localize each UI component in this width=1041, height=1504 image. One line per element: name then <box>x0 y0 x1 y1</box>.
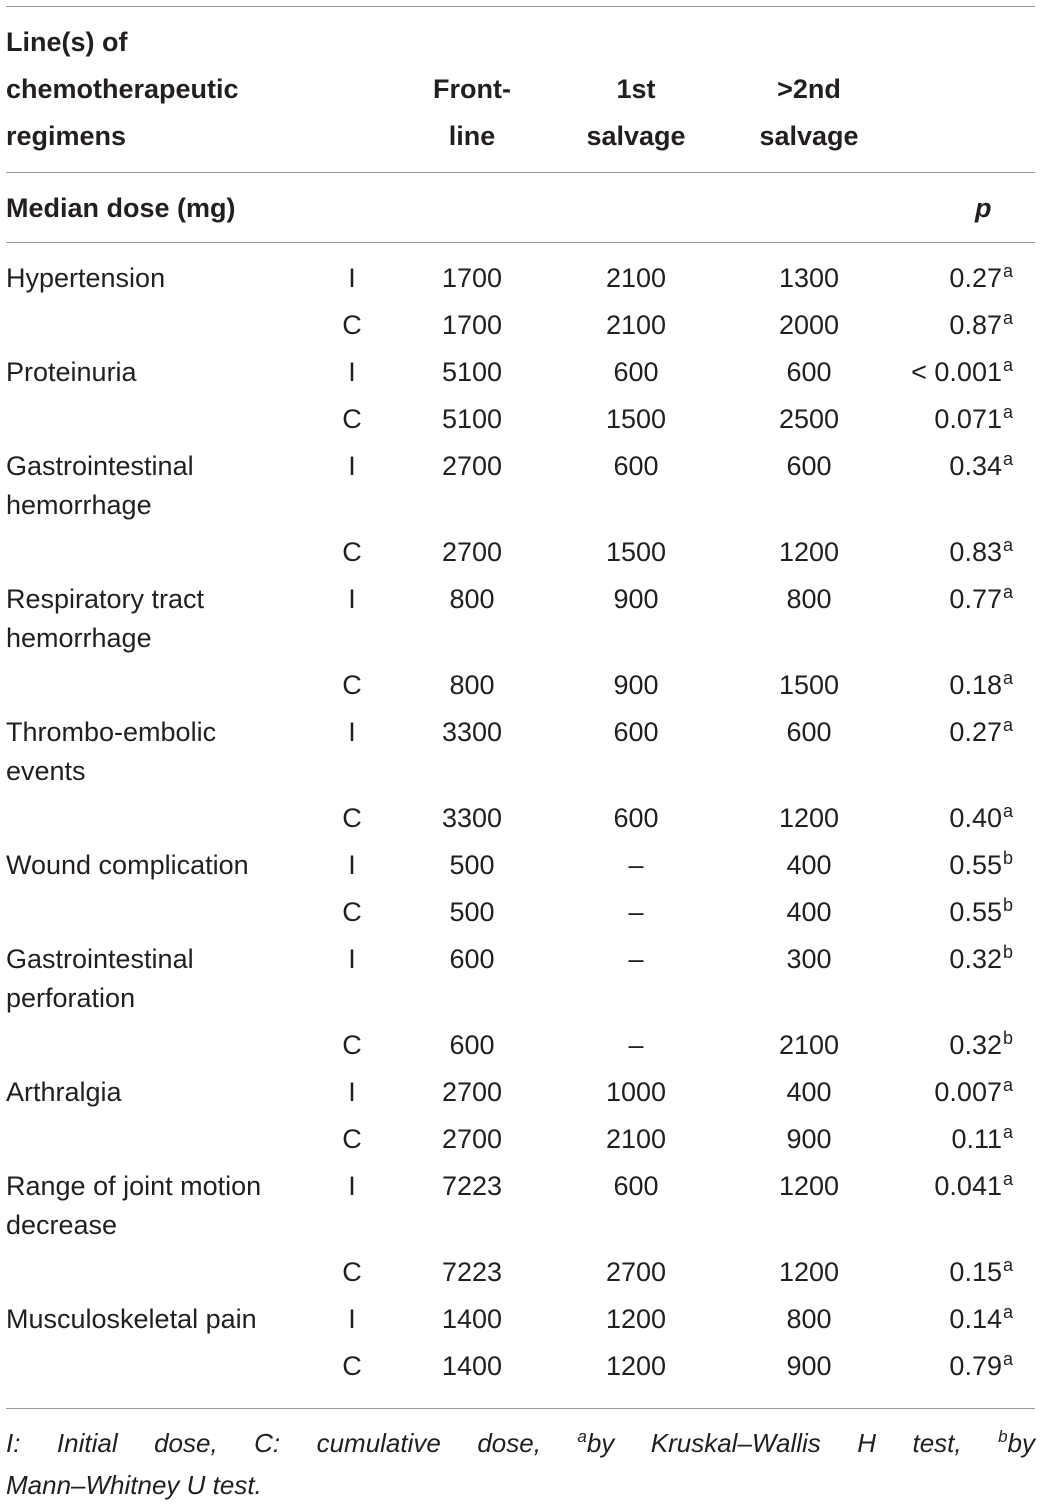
p-value <box>949 582 1013 614</box>
subheader-p-label: p <box>975 193 992 223</box>
first-salvage-value: 2700 <box>605 1257 667 1287</box>
dose-type: C <box>342 310 362 340</box>
p-value-test-marker: a <box>1002 1169 1013 1189</box>
p-value <box>934 402 1013 434</box>
p-value <box>949 848 1013 880</box>
p-value <box>949 449 1013 481</box>
p-value <box>949 1028 1013 1060</box>
p-value-number: 0.83 <box>949 537 1002 567</box>
second-salvage-value: 800 <box>786 1304 832 1334</box>
header-2nd-salvage-1: >2nd <box>777 74 841 104</box>
first-salvage-value: 600 <box>613 1171 659 1201</box>
p-value-test-marker: a <box>1002 308 1013 328</box>
p-value-number: 0.18 <box>949 670 1002 700</box>
p-value <box>949 895 1013 927</box>
p-value-number: 0.40 <box>949 803 1002 833</box>
subheader-rule <box>6 242 1035 243</box>
header-front-line-2: line <box>448 121 496 151</box>
first-salvage-value: 1200 <box>605 1351 667 1381</box>
p-value-number: 0.32 <box>949 944 1002 974</box>
second-salvage-value: 600 <box>786 451 832 481</box>
footnote-word: by <box>1007 1428 1035 1458</box>
p-value-number: 0.007 <box>934 1077 1002 1107</box>
dose-type: I <box>348 850 356 880</box>
second-salvage-value: 2500 <box>778 404 840 434</box>
p-value <box>949 1349 1013 1381</box>
front-line-value: 500 <box>449 897 495 927</box>
dose-type: C <box>342 1030 362 1060</box>
p-value-test-marker: b <box>1002 895 1013 915</box>
second-salvage-value: 2000 <box>778 310 840 340</box>
row-label: Thrombo-embolic <box>6 717 217 747</box>
dose-type: C <box>342 1257 362 1287</box>
dose-type: I <box>348 717 356 747</box>
front-line-value: 600 <box>449 1030 495 1060</box>
p-value-test-marker: a <box>1002 1075 1013 1095</box>
p-value <box>949 942 1013 974</box>
second-salvage-value: 900 <box>786 1124 832 1154</box>
p-value-test-marker: a <box>1002 668 1013 688</box>
second-salvage-value: 600 <box>786 717 832 747</box>
first-salvage-value: 600 <box>613 717 659 747</box>
dose-type: I <box>348 451 356 481</box>
p-value-test-marker: a <box>1002 1349 1013 1369</box>
dose-type: C <box>342 537 362 567</box>
front-line-value: 1700 <box>441 263 503 293</box>
second-salvage-value: 1200 <box>778 1171 840 1201</box>
p-value <box>949 1302 1013 1334</box>
front-line-value: 1700 <box>441 310 503 340</box>
p-value-number: 0.55 <box>949 897 1002 927</box>
first-salvage-value: 2100 <box>605 310 667 340</box>
front-line-value: 1400 <box>441 1351 503 1381</box>
p-value <box>934 1075 1013 1107</box>
row-label: Gastrointestinal <box>6 944 194 974</box>
p-value-test-marker: a <box>1002 261 1013 281</box>
header-col1-line1: Line(s) of <box>6 27 128 57</box>
dose-type: I <box>348 1077 356 1107</box>
footnote-word: cumulative <box>316 1428 441 1458</box>
front-line-value: 5100 <box>441 404 503 434</box>
subheader-median-dose: Median dose (mg) <box>6 193 236 223</box>
p-value-test-marker: a <box>1002 1255 1013 1275</box>
dose-type: I <box>348 263 356 293</box>
front-line-value: 5100 <box>441 357 503 387</box>
dose-type: C <box>342 670 362 700</box>
header-rule <box>6 172 1035 173</box>
row-label: Musculoskeletal pain <box>6 1304 257 1334</box>
p-value-number: 0.79 <box>949 1351 1002 1381</box>
first-salvage-value: 1000 <box>605 1077 667 1107</box>
row-label: Arthralgia <box>6 1077 122 1107</box>
p-value-test-marker: a <box>1002 535 1013 555</box>
p-value-number: 0.32 <box>949 1030 1002 1060</box>
dose-type: I <box>348 1171 356 1201</box>
first-salvage-value: – <box>628 944 644 974</box>
p-value <box>949 801 1013 833</box>
p-value <box>911 355 1013 387</box>
first-salvage-value: 2100 <box>605 1124 667 1154</box>
first-salvage-value: 1500 <box>605 404 667 434</box>
p-value <box>949 535 1013 567</box>
p-value-number: 0.77 <box>949 584 1002 614</box>
p-value-number: 0.11 <box>951 1124 1002 1154</box>
first-salvage-value: 600 <box>613 451 659 481</box>
second-salvage-value: 1200 <box>778 1257 840 1287</box>
header-col1-line3: regimens <box>6 121 127 151</box>
p-value-number: 0.87 <box>949 310 1002 340</box>
second-salvage-value: 1200 <box>778 537 840 567</box>
first-salvage-value: 900 <box>613 584 659 614</box>
row-label: decrease <box>6 1210 118 1240</box>
p-value-number: 0.14 <box>949 1304 1002 1334</box>
first-salvage-value: 1200 <box>605 1304 667 1334</box>
footnote-word: I: <box>6 1428 21 1458</box>
header-1st-salvage-1: 1st <box>616 74 656 104</box>
row-label: hemorrhage <box>6 623 152 653</box>
p-value <box>949 668 1013 700</box>
front-line-value: 3300 <box>441 803 503 833</box>
p-value-number: 0.27 <box>949 717 1002 747</box>
front-line-value: 3300 <box>441 717 503 747</box>
p-value-test-marker: a <box>1002 449 1013 469</box>
p-value <box>949 308 1013 340</box>
first-salvage-value: 1500 <box>605 537 667 567</box>
front-line-value: 600 <box>449 944 495 974</box>
footnote-word: Kruskal–Wallis <box>650 1428 821 1458</box>
second-salvage-value: 400 <box>786 1077 832 1107</box>
p-value-test-marker: a <box>1002 801 1013 821</box>
front-line-value: 2700 <box>441 451 503 481</box>
table-footnote <box>6 1424 1035 1504</box>
header-1st-salvage-2: salvage <box>586 121 686 151</box>
footnote-word: test, <box>912 1428 962 1458</box>
p-value-test-marker: a <box>1002 402 1013 422</box>
second-salvage-value: 1500 <box>778 670 840 700</box>
p-value-test-marker: a <box>1002 355 1013 375</box>
second-salvage-value: 800 <box>786 584 832 614</box>
second-salvage-value: 300 <box>786 944 832 974</box>
first-salvage-value: – <box>628 897 644 927</box>
p-value-number: 0.34 <box>949 451 1002 481</box>
second-salvage-value: 1200 <box>778 803 840 833</box>
front-line-value: 2700 <box>441 1124 503 1154</box>
footnote-word: dose, <box>477 1428 541 1458</box>
p-value-test-marker: a <box>1002 1302 1013 1322</box>
first-salvage-value: 600 <box>613 803 659 833</box>
p-value-test-marker: b <box>1002 942 1013 962</box>
second-salvage-value: 400 <box>786 897 832 927</box>
dose-type: I <box>348 1304 356 1334</box>
row-label: Hypertension <box>6 263 166 293</box>
dose-type: C <box>342 404 362 434</box>
row-label: hemorrhage <box>6 490 152 520</box>
dose-type: I <box>348 357 356 387</box>
front-line-value: 800 <box>449 584 495 614</box>
second-salvage-value: 900 <box>786 1351 832 1381</box>
front-line-value: 800 <box>449 670 495 700</box>
front-line-value: 2700 <box>441 537 503 567</box>
second-salvage-value: 600 <box>786 357 832 387</box>
first-salvage-value: – <box>628 850 644 880</box>
p-value-number: 0.55 <box>949 850 1002 880</box>
row-label: Range of joint motion <box>6 1171 262 1201</box>
front-line-value: 2700 <box>441 1077 503 1107</box>
footnote-word: dose, <box>154 1428 218 1458</box>
first-salvage-value: – <box>628 1030 644 1060</box>
footnote-word: H <box>857 1428 877 1458</box>
header-front-line-1: Front- <box>433 74 511 104</box>
dose-type: C <box>342 897 362 927</box>
row-label: Respiratory tract <box>6 584 205 614</box>
dose-type: C <box>342 803 362 833</box>
row-label: Gastrointestinal <box>6 451 194 481</box>
footnote-sup-b: b <box>998 1427 1008 1446</box>
header-col1-line2: chemotherapeutic <box>6 74 239 104</box>
front-line-value: 7223 <box>441 1171 503 1201</box>
footnote-b-by <box>998 1424 1035 1466</box>
second-salvage-value: 1300 <box>778 263 840 293</box>
p-value <box>951 1122 1013 1154</box>
footnote-a-by <box>577 1424 614 1466</box>
p-value <box>949 261 1013 293</box>
p-value <box>949 1255 1013 1287</box>
first-salvage-value: 2100 <box>605 263 667 293</box>
p-value-number: < 0.001 <box>911 357 1002 387</box>
dose-type: I <box>348 944 356 974</box>
p-value-number: 0.27 <box>949 263 1002 293</box>
dose-type: C <box>342 1351 362 1381</box>
p-value-test-marker: a <box>1002 715 1013 735</box>
dose-type: C <box>342 1124 362 1154</box>
first-salvage-value: 600 <box>613 357 659 387</box>
footnote-sup-a: a <box>577 1427 587 1446</box>
footnote-line1 <box>6 1424 1035 1466</box>
footnote-word: Initial <box>56 1428 118 1458</box>
row-label: events <box>6 756 86 786</box>
footnote-word: by <box>586 1428 615 1458</box>
p-value-number: 0.041 <box>934 1171 1002 1201</box>
front-line-value: 500 <box>449 850 495 880</box>
row-label: Proteinuria <box>6 357 137 387</box>
second-salvage-value: 2100 <box>778 1030 840 1060</box>
dose-type: I <box>348 584 356 614</box>
second-salvage-value: 400 <box>786 850 832 880</box>
p-value-test-marker: a <box>1002 1122 1013 1142</box>
front-line-value: 7223 <box>441 1257 503 1287</box>
top-rule <box>6 6 1035 7</box>
row-label: Wound complication <box>6 850 249 880</box>
p-value-number: 0.071 <box>934 404 1002 434</box>
front-line-value: 1400 <box>441 1304 503 1334</box>
p-value <box>934 1169 1013 1201</box>
p-value-number: 0.15 <box>949 1257 1002 1287</box>
first-salvage-value: 900 <box>613 670 659 700</box>
footnote-word: C: <box>254 1428 281 1458</box>
p-value-test-marker: b <box>1002 848 1013 868</box>
footnote-line2: Mann–Whitney U test. <box>6 1470 262 1500</box>
header-2nd-salvage-2: salvage <box>759 121 859 151</box>
p-value <box>949 715 1013 747</box>
p-value-test-marker: a <box>1002 582 1013 602</box>
row-label: perforation <box>6 983 136 1013</box>
p-value-test-marker: b <box>1002 1028 1013 1048</box>
bottom-rule <box>6 1408 1035 1409</box>
